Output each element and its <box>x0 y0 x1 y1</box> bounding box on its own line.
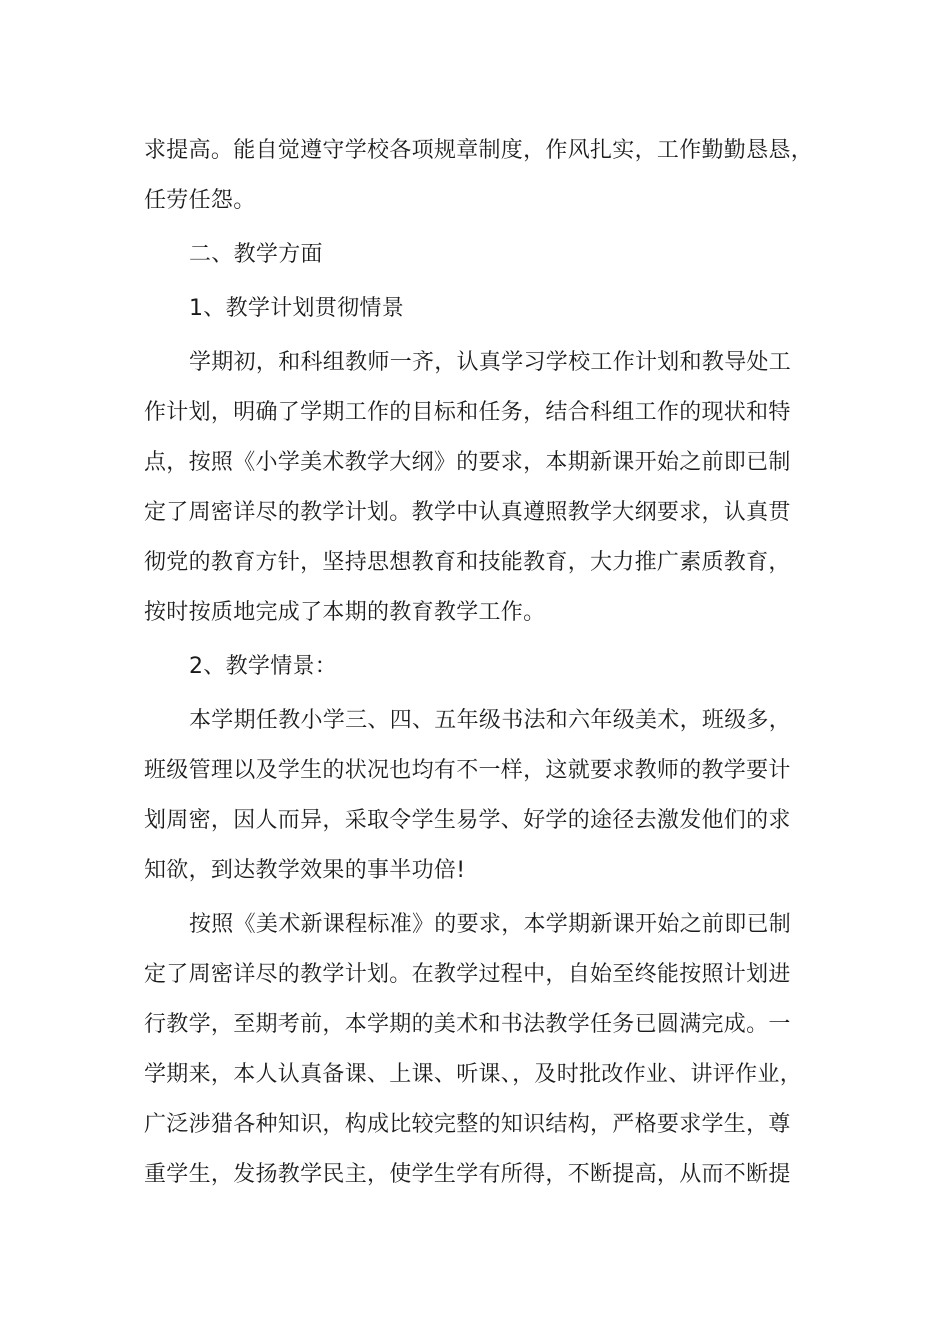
text-line: 本学期任教小学三、四、五年级书法和六年级美术，班级多， <box>189 708 792 733</box>
text-line: 班级管理以及学生的状况也均有不一样，这就要求教师的教学要计 <box>144 758 791 783</box>
section-heading-teaching <box>144 230 806 280</box>
text-line: 划周密，因人而异，采取令学生易学、好学的途径去激发他们的求 <box>144 808 791 833</box>
subsection-heading-situation <box>144 642 806 692</box>
text-line: 定了周密详尽的教学计划。教学中认真遵照教学大纲要求，认真贯 <box>144 500 791 525</box>
text-line: 行教学，至期考前，本学期的美术和书法教学任务已圆满完成。一 <box>144 1012 791 1037</box>
text-line: 学期来，本人认真备课、上课、听课、，及时批改作业、讲评作业， <box>144 1062 803 1087</box>
text-line: 定了周密详尽的教学计划。在教学过程中，自始至终能按照计划进 <box>144 962 791 987</box>
paragraph-plan <box>144 338 806 638</box>
text-line: 作计划，明确了学期工作的目标和任务，结合科组工作的现状和特 <box>144 400 791 425</box>
text-line: 求提高。能自觉遵守学校各项规章制度，作风扎实，工作勤勤恳恳， <box>144 138 814 163</box>
paragraph-standards <box>144 900 806 1200</box>
text-line: 按照《美术新课程标准》的要求，本学期新课开始之前即已制 <box>189 912 792 937</box>
text-line: 广泛涉猎各种知识，构成比较完整的知识结构，严格要求学生，尊 <box>144 1112 791 1137</box>
heading-text: 2、教学情景： <box>189 654 338 679</box>
text-line: 彻党的教育方针，坚持思想教育和技能教育，大力推广素质教育， <box>144 550 791 575</box>
subsection-heading-plan <box>144 284 806 334</box>
text-line: 重学生，发扬教学民主，使学生学有所得，不断提高，从而不断提 <box>144 1162 791 1187</box>
document-body <box>144 126 814 1200</box>
heading-text: 二、教学方面 <box>189 242 323 267</box>
text-line: 点，按照《小学美术教学大纲》的要求，本期新课开始之前即已制 <box>144 450 791 475</box>
paragraph-situation <box>144 696 806 896</box>
text-line: 知欲，到达教学效果的事半功倍! <box>144 858 466 883</box>
heading-text: 1、教学计划贯彻情景 <box>189 296 404 321</box>
paragraph-continuation <box>144 126 814 226</box>
text-line: 学期初，和科组教师一齐，认真学习学校工作计划和教导处工 <box>189 350 792 375</box>
text-line: 按时按质地完成了本期的教育教学工作。 <box>144 600 546 625</box>
text-line: 任劳任怨。 <box>144 188 256 213</box>
